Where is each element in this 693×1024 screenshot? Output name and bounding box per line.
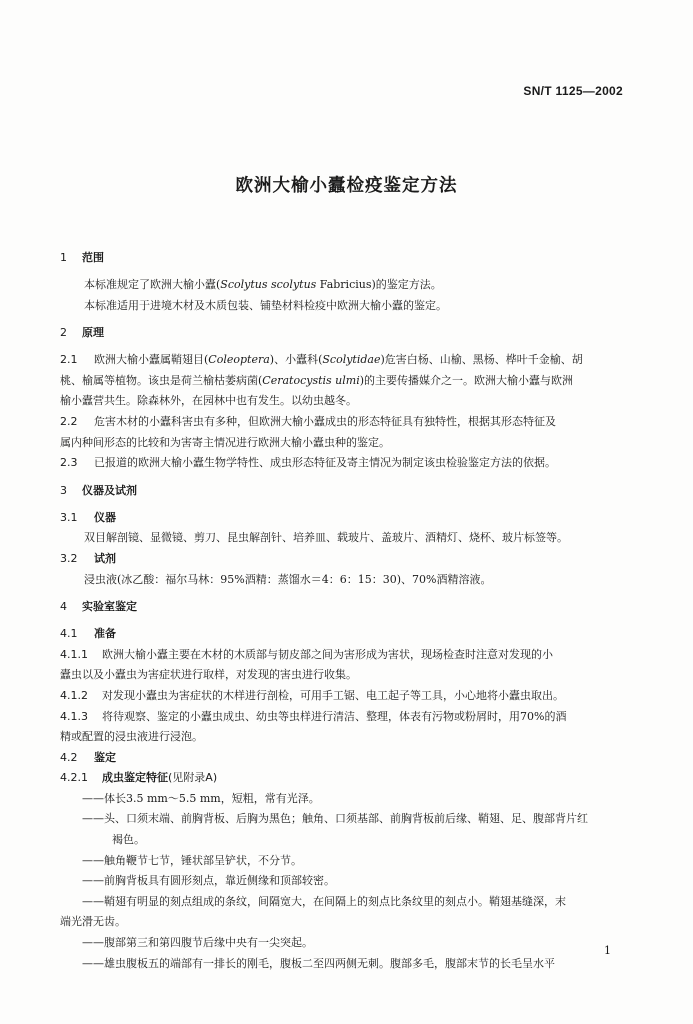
text-run: 桃、榆属等植物。该虫是荷兰榆枯萎病菌( bbox=[60, 373, 263, 387]
text-run: )、小蠹科( bbox=[269, 353, 323, 367]
section-title: 范围 bbox=[82, 251, 104, 264]
paragraph-line bbox=[60, 371, 628, 392]
subsection-number: 3.2 bbox=[60, 551, 78, 565]
clause-number: 2.3 bbox=[60, 456, 78, 470]
subsection-title: 鉴定 bbox=[94, 750, 116, 764]
document-body bbox=[60, 241, 628, 974]
section-3-heading bbox=[60, 481, 628, 501]
feature-item: ——鞘翅有明显的刻点组成的条纹，间隔宽大，在间隔上的刻点比条纹里的刻点小。鞘翅基缝深，末 bbox=[82, 894, 566, 908]
section-number: 4 bbox=[60, 600, 67, 614]
section-title: 仪器及试剂 bbox=[82, 483, 137, 497]
text-run: )危害白杨、山榆、黑杨、桦叶千金榆、胡 bbox=[380, 353, 583, 367]
scientific-name: Scolytidae bbox=[322, 353, 381, 367]
paragraph bbox=[60, 275, 628, 296]
subsection-number: 3.1 bbox=[60, 510, 78, 524]
feature-item: ——触角鞭节七节，锤状部呈铲状，不分节。 bbox=[82, 853, 302, 867]
clause-4-1-3 bbox=[60, 707, 628, 728]
text-run: 本标准规定了欧洲大榆小蠹( bbox=[84, 278, 221, 291]
section-number: 2 bbox=[60, 326, 67, 340]
paragraph: 浸虫液(冰乙酸：福尔马林：95%酒精：蒸馏水＝4：6：15：30)、70%酒精溶液。 bbox=[84, 572, 492, 586]
subsection-3-1-heading bbox=[60, 508, 628, 529]
clause-number: 4.2.1 bbox=[60, 771, 88, 785]
clause-4-1-1 bbox=[60, 645, 628, 666]
feature-item: ——腹部第三和第四腹节后缘中央有一尖突起。 bbox=[82, 936, 313, 950]
clause-number: 4.1.3 bbox=[60, 709, 88, 723]
feature-item: ——体长3.5 mm～5.5 mm，短粗，常有光泽。 bbox=[82, 791, 320, 805]
section-title: 原理 bbox=[82, 326, 104, 340]
subsection-3-2-heading bbox=[60, 549, 628, 570]
section-number: 1 bbox=[60, 251, 67, 264]
document-title: 欧洲大榆小蠹检疫鉴定方法 bbox=[235, 176, 458, 196]
feature-item-continuation: 褐色。 bbox=[112, 833, 145, 847]
clause-4-2-1-heading bbox=[60, 768, 628, 789]
section-number: 3 bbox=[60, 483, 67, 497]
text-run: )的主要传播媒介之一。欧洲大榆小蠹与欧洲 bbox=[359, 373, 574, 387]
text-run: 危害木材的小蠹科害虫有多种，但欧洲大榆小蠹成虫的形态特征具有独特性，根据其形态特征及 bbox=[94, 414, 556, 428]
subsection-number: 4.2 bbox=[60, 750, 78, 764]
clause-number: 2.1 bbox=[60, 353, 78, 367]
clause-number: 4.1.2 bbox=[60, 688, 88, 702]
text-run: 欧洲大榆小蠹主要在木材的木质部与韧皮部之间为害形成为害状，现场检查时注意对发现的小 bbox=[102, 647, 553, 661]
subsection-4-1-heading bbox=[60, 624, 628, 645]
text-run: 将待观察、鉴定的小蠹虫成虫、幼虫等虫样进行清洁、整理，体表有污物或粉屑时，用70%的酒 bbox=[102, 709, 567, 723]
clause-number: 4.1.1 bbox=[60, 647, 88, 661]
scientific-name: Ceratocystis ulmi bbox=[262, 373, 360, 387]
paragraph: 本标准适用于进境木材及木质包装、铺垫材料检疫中欧洲大榆小蠹的鉴定。 bbox=[84, 298, 447, 312]
clause-2-2 bbox=[60, 412, 628, 433]
page-number: 1 bbox=[604, 944, 611, 957]
feature-item: ——前胸背板具有圆形刻点，靠近侧缘和顶部较密。 bbox=[82, 874, 335, 888]
subsection-title: 仪器 bbox=[94, 510, 116, 524]
paragraph-line: 榆小蠹营共生。除森林外，在园林中也有发生。以幼虫越冬。 bbox=[60, 394, 357, 408]
paragraph-line: 精或配置的浸虫液进行浸泡。 bbox=[60, 730, 203, 744]
section-4-heading bbox=[60, 597, 628, 617]
text-run: 已报道的欧洲大榆小蠹生物学特性、成虫形态特征及寄主情况为制定该虫检验鉴定方法的依据。 bbox=[94, 456, 556, 470]
scientific-name: Coleoptera bbox=[208, 353, 270, 367]
paragraph: 双目解剖镜、显微镜、剪刀、昆虫解剖针、培养皿、载玻片、盖玻片、酒精灯、烧杯、玻片标签等。 bbox=[84, 531, 568, 545]
clause-2-3 bbox=[60, 453, 628, 474]
section-2-heading bbox=[60, 323, 628, 343]
text-run: Fabricius)的鉴定方法。 bbox=[316, 278, 442, 291]
paragraph-line: 蠹虫以及小蠹虫为害症状进行取样，对发现的害虫进行收集。 bbox=[60, 668, 357, 682]
section-1-heading bbox=[60, 248, 628, 268]
annex-reference: (见附录A) bbox=[168, 771, 218, 785]
clause-title: 成虫鉴定特征 bbox=[102, 771, 168, 785]
feature-item: ——雄虫腹板五的端部有一排长的刚毛，腹板二至四两侧无刺。腹部多毛，腹部末节的长毛呈水平 bbox=[82, 956, 555, 970]
section-title: 实验室鉴定 bbox=[82, 600, 137, 614]
subsection-number: 4.1 bbox=[60, 627, 78, 641]
clause-4-1-2 bbox=[60, 686, 628, 707]
text-run: 欧洲大榆小蠹属鞘翅目( bbox=[94, 353, 209, 367]
clause-number: 2.2 bbox=[60, 414, 78, 428]
subsection-4-2-heading bbox=[60, 748, 628, 769]
scientific-name: Scolytus scolytus bbox=[220, 278, 317, 291]
clause-2-1 bbox=[60, 350, 628, 371]
subsection-title: 试剂 bbox=[94, 551, 116, 565]
standard-code: SN/T 1125—2002 bbox=[523, 84, 623, 98]
feature-item: ——头、口须末端、前胸背板、后胸为黑色；触角、口须基部、前胸背板前后缘、鞘翅、足、腹部背片红 bbox=[82, 812, 588, 826]
feature-item-continuation: 端光滑无齿。 bbox=[60, 915, 126, 929]
subsection-title: 准备 bbox=[94, 627, 116, 641]
paragraph-line: 属内种间形态的比较和为害寄主情况进行欧洲大榆小蠹虫种的鉴定。 bbox=[60, 435, 390, 449]
text-run: 对发现小蠹虫为害症状的木样进行剖检，可用手工锯、电工起子等工具，小心地将小蠹虫取出。 bbox=[102, 688, 564, 702]
